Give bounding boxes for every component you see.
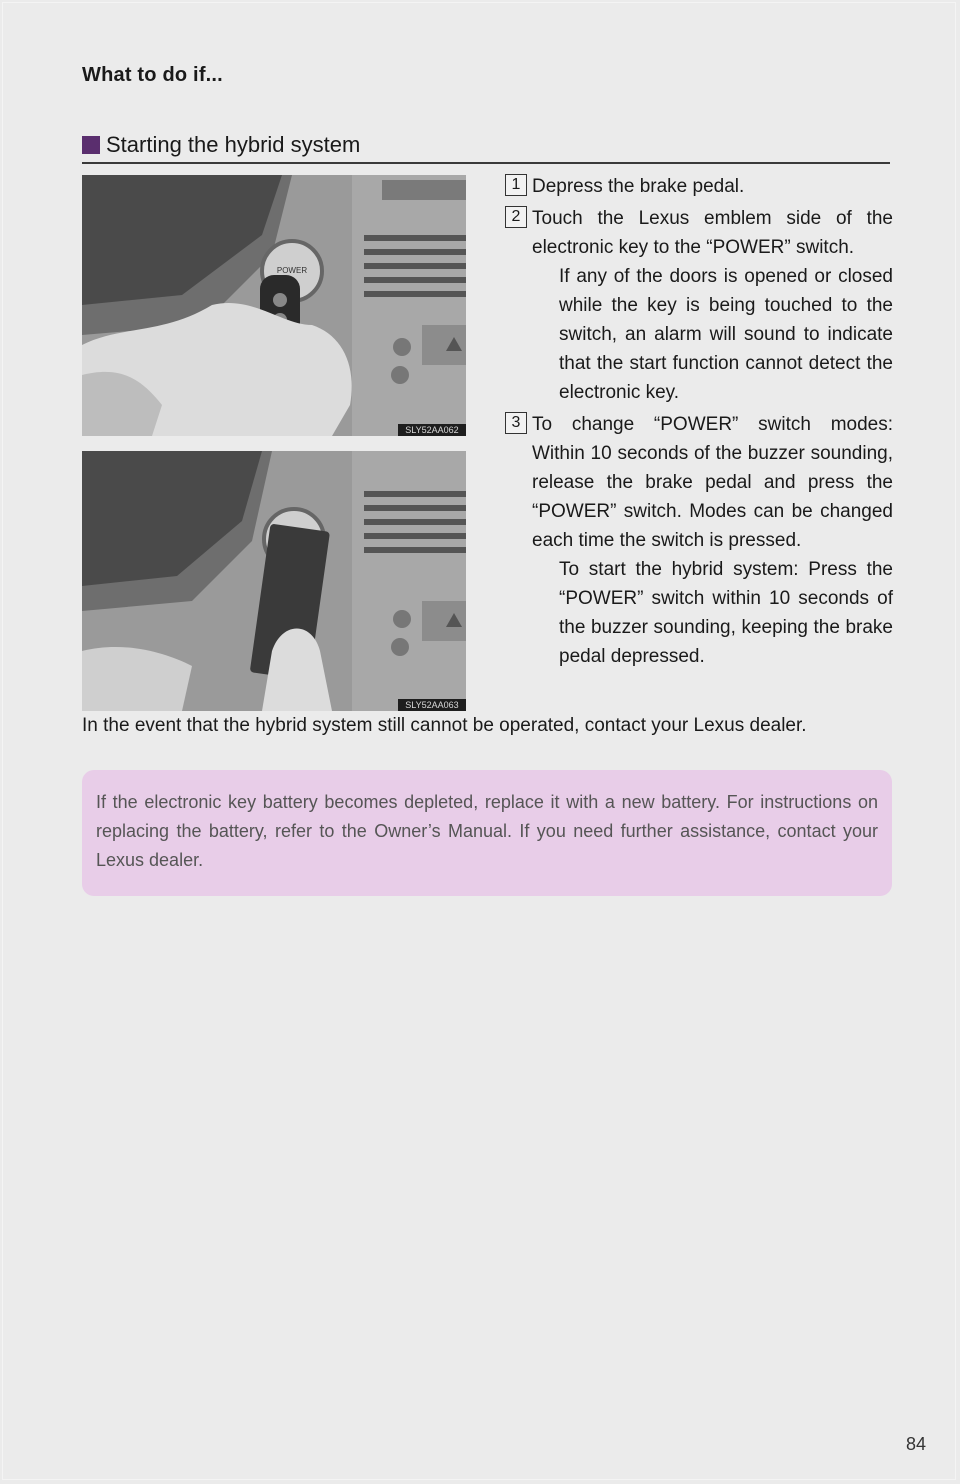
photo-key-fob-power-switch [82, 175, 466, 436]
step-number-badge: 1 [505, 174, 527, 196]
square-bullet-icon [82, 136, 100, 154]
page-header-title: What to do if... [82, 64, 223, 86]
info-box: If the electronic key battery becomes depleted, replace it with a new battery. For instructions on replacing the battery, refer to the Owner’s Manual. If you need further assistance, contact your Lexus dealer. [82, 770, 892, 896]
step-1 [505, 172, 893, 201]
photo-code-label: SLY52AA063 [398, 699, 466, 711]
section-heading-text: Starting the hybrid system [106, 132, 361, 157]
power-button-label: POWER [276, 266, 308, 275]
page-number: 84 [905, 1434, 926, 1454]
step-text: Touch the Lexus emblem side of the electronic key to the “POWER” switch. [532, 208, 893, 258]
step-number-badge: 3 [505, 412, 527, 434]
step-note: If any of the doors is opened or closed while the key is being touched to the switch, an alarm will sound to indicate that the start function cannot detect the electronic key. [559, 266, 893, 403]
section-heading [82, 128, 890, 164]
photo-card-key-power-switch [82, 451, 466, 711]
final-note: In the event that the hybrid system still cannot be operated, contact your Lexus dealer. [82, 715, 807, 736]
step-3 [505, 410, 893, 671]
step-text: Depress the brake pedal. [532, 176, 745, 197]
step-note: To start the hybrid system: Press the “POWER” switch within 10 seconds of the buzzer sounding, keeping the brake pedal depressed. [559, 559, 893, 667]
photo-code-label: SLY52AA062 [398, 424, 466, 436]
step-number-badge: 2 [505, 206, 527, 228]
step-text: To change “POWER” switch modes: Within 10 seconds of the buzzer sounding, release the brake pedal and press the “POWER” switch. Modes can be changed each time the switch is pressed. [532, 414, 893, 551]
step-2 [505, 204, 893, 407]
